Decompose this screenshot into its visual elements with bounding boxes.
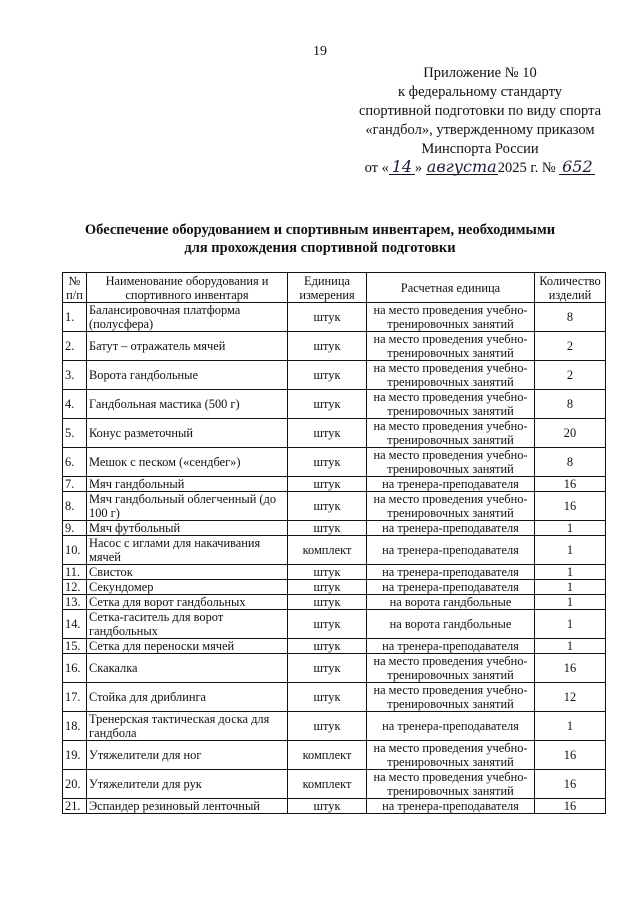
unit: штук: [288, 332, 367, 361]
row-number: 21.: [63, 799, 87, 814]
calc-unit: на место проведения учебно-тренировочных занятий: [367, 448, 535, 477]
table-row: [63, 536, 606, 565]
handwritten-day: 14: [389, 159, 415, 175]
order-date-line: [330, 159, 630, 178]
calc-unit: на тренера-преподавателя: [367, 565, 535, 580]
unit: штук: [288, 477, 367, 492]
calc-unit: на тренера-преподавателя: [367, 536, 535, 565]
calc-unit: на тренера-преподавателя: [367, 639, 535, 654]
row-number: 8.: [63, 492, 87, 521]
calc-unit: на тренера-преподавателя: [367, 799, 535, 814]
unit: штук: [288, 390, 367, 419]
calc-unit: на тренера-преподавателя: [367, 477, 535, 492]
table-row: [63, 361, 606, 390]
calc-unit: на тренера-преподавателя: [367, 580, 535, 595]
quantity: 16: [535, 741, 606, 770]
row-number: 13.: [63, 595, 87, 610]
table-row: [63, 580, 606, 595]
appendix-title: Приложение № 10: [423, 65, 537, 81]
calc-unit: на место проведения учебно-тренировочных занятий: [367, 683, 535, 712]
item-name: Конус разметочный: [87, 419, 288, 448]
table-row: [63, 390, 606, 419]
calc-unit: на место проведения учебно-тренировочных занятий: [367, 303, 535, 332]
quantity: 8: [535, 390, 606, 419]
item-name: Стойка для дриблинга: [87, 683, 288, 712]
handwritten-order-number: 652: [559, 159, 595, 175]
calc-unit: на ворота гандбольные: [367, 610, 535, 639]
quantity: 12: [535, 683, 606, 712]
calc-unit: на место проведения учебно-тренировочных занятий: [367, 492, 535, 521]
row-number: 18.: [63, 712, 87, 741]
row-number: 19.: [63, 741, 87, 770]
equipment-table: [62, 272, 606, 814]
calc-unit: на место проведения учебно-тренировочных занятий: [367, 654, 535, 683]
table-row: [63, 448, 606, 477]
item-name: Мяч гандбольный облегченный (до 100 г): [87, 492, 288, 521]
calc-unit: на место проведения учебно-тренировочных занятий: [367, 419, 535, 448]
table-row: [63, 610, 606, 639]
table-row: [63, 799, 606, 814]
quantity: 2: [535, 332, 606, 361]
title-line-1: Обеспечение оборудованием и спортивным инвентарем, необходимыми: [84, 222, 556, 238]
row-number: 7.: [63, 477, 87, 492]
table-row: [63, 565, 606, 580]
unit: штук: [288, 799, 367, 814]
quantity: 8: [535, 303, 606, 332]
item-name: Эспандер резиновый ленточный: [87, 799, 288, 814]
unit: штук: [288, 639, 367, 654]
date-separator: »: [414, 160, 423, 176]
quantity: 1: [535, 521, 606, 536]
header-num: № п/п: [63, 273, 87, 303]
item-name: Утяжелители для ног: [87, 741, 288, 770]
item-name: Свисток: [87, 565, 288, 580]
quantity: 20: [535, 419, 606, 448]
appendix-line-5: Минспорта России: [421, 141, 539, 157]
quantity: 16: [535, 477, 606, 492]
table-row: [63, 595, 606, 610]
header-unit: Единица измерения: [288, 273, 367, 303]
quantity: 16: [535, 492, 606, 521]
calc-unit: на ворота гандбольные: [367, 595, 535, 610]
quantity: 1: [535, 595, 606, 610]
row-number: 9.: [63, 521, 87, 536]
item-name: Ворота гандбольные: [87, 361, 288, 390]
table-row: [63, 712, 606, 741]
unit: штук: [288, 303, 367, 332]
row-number: 10.: [63, 536, 87, 565]
quantity: 1: [535, 536, 606, 565]
item-name: Балансировочная платформа (полусфера): [87, 303, 288, 332]
item-name: Сетка-гаситель для ворот гандбольных: [87, 610, 288, 639]
quantity: 16: [535, 770, 606, 799]
item-name: Секундомер: [87, 580, 288, 595]
unit: штук: [288, 580, 367, 595]
table-row: [63, 332, 606, 361]
calc-unit: на место проведения учебно-тренировочных занятий: [367, 332, 535, 361]
table-row: [63, 639, 606, 654]
unit: комплект: [288, 536, 367, 565]
row-number: 6.: [63, 448, 87, 477]
table-row: [63, 741, 606, 770]
item-name: Сетка для ворот гандбольных: [87, 595, 288, 610]
unit: штук: [288, 683, 367, 712]
table-row: [63, 521, 606, 536]
item-name: Сетка для переноски мячей: [87, 639, 288, 654]
unit: штук: [288, 521, 367, 536]
row-number: 1.: [63, 303, 87, 332]
header-qty: Количество изделий: [535, 273, 606, 303]
row-number: 17.: [63, 683, 87, 712]
calc-unit: на место проведения учебно-тренировочных занятий: [367, 390, 535, 419]
row-number: 14.: [63, 610, 87, 639]
item-name: Утяжелители для рук: [87, 770, 288, 799]
calc-unit: на место проведения учебно-тренировочных занятий: [367, 361, 535, 390]
table-row: [63, 654, 606, 683]
row-number: 11.: [63, 565, 87, 580]
row-number: 4.: [63, 390, 87, 419]
unit: штук: [288, 565, 367, 580]
unit: штук: [288, 595, 367, 610]
table-row: [63, 770, 606, 799]
date-year: 2025 г. №: [497, 160, 556, 176]
row-number: 20.: [63, 770, 87, 799]
quantity: 2: [535, 361, 606, 390]
quantity: 1: [535, 565, 606, 580]
item-name: Скакалка: [87, 654, 288, 683]
appendix-line-3: спортивной подготовки по виду спорта: [358, 103, 602, 119]
appendix-line-2: к федеральному стандарту: [398, 84, 562, 100]
row-number: 12.: [63, 580, 87, 595]
quantity: 1: [535, 580, 606, 595]
appendix-header: [330, 64, 630, 178]
unit: штук: [288, 492, 367, 521]
appendix-line-4: «гандбол», утвержденному приказом: [365, 122, 595, 138]
quantity: 16: [535, 799, 606, 814]
handwritten-month: августа: [426, 157, 497, 176]
calc-unit: на тренера-преподавателя: [367, 712, 535, 741]
document-title: [0, 221, 640, 257]
quantity: 1: [535, 639, 606, 654]
header-calc: Расчетная единица: [367, 273, 535, 303]
quantity: 1: [535, 610, 606, 639]
table-header-row: [63, 273, 606, 303]
unit: штук: [288, 610, 367, 639]
quantity: 16: [535, 654, 606, 683]
table-row: [63, 303, 606, 332]
calc-unit: на место проведения учебно-тренировочных занятий: [367, 770, 535, 799]
row-number: 16.: [63, 654, 87, 683]
table-row: [63, 683, 606, 712]
item-name: Тренерская тактическая доска для гандбола: [87, 712, 288, 741]
header-name: Наименование оборудования и спортивного инвентаря: [87, 273, 288, 303]
table-row: [63, 419, 606, 448]
calc-unit: на тренера-преподавателя: [367, 521, 535, 536]
page-number: 19: [313, 44, 327, 59]
item-name: Мяч футбольный: [87, 521, 288, 536]
table-body: [63, 303, 606, 814]
item-name: Батут – отражатель мячей: [87, 332, 288, 361]
unit: штук: [288, 654, 367, 683]
unit: штук: [288, 448, 367, 477]
calc-unit: на место проведения учебно-тренировочных занятий: [367, 741, 535, 770]
table-row: [63, 477, 606, 492]
row-number: 2.: [63, 332, 87, 361]
date-prefix: от «: [364, 160, 389, 176]
item-name: Мяч гандбольный: [87, 477, 288, 492]
item-name: Насос с иглами для накачивания мячей: [87, 536, 288, 565]
row-number: 15.: [63, 639, 87, 654]
unit: штук: [288, 712, 367, 741]
unit: штук: [288, 419, 367, 448]
unit: комплект: [288, 741, 367, 770]
table-row: [63, 492, 606, 521]
row-number: 5.: [63, 419, 87, 448]
row-number: 3.: [63, 361, 87, 390]
quantity: 8: [535, 448, 606, 477]
title-line-2: для прохождения спортивной подготовки: [184, 240, 456, 256]
quantity: 1: [535, 712, 606, 741]
unit: штук: [288, 361, 367, 390]
item-name: Гандбольная мастика (500 г): [87, 390, 288, 419]
unit: комплект: [288, 770, 367, 799]
item-name: Мешок с песком («сендбег»): [87, 448, 288, 477]
